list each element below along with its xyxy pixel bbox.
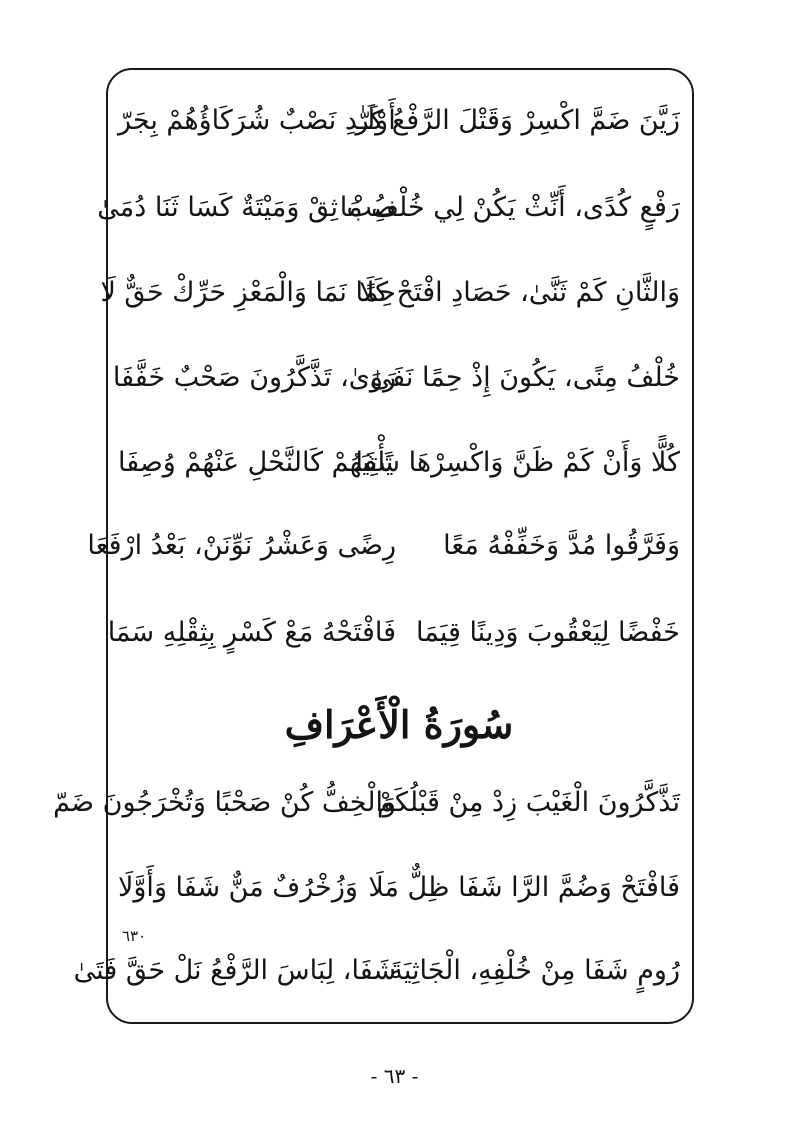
verse-line-6 [87, 518, 680, 574]
verse-7-first-hemistich: خَفْضًا لِيَعْقُوبَ وَدِينًا قِيَمَا [415, 617, 680, 648]
verse-5-first-hemistich: كُلًّا وَأَنْ كَمْ ظَنَّ وَاكْسِرْهَا شَفَا [355, 447, 680, 478]
verse-5-second-hemistich: يَأْتِيَهُمْ كَالنَّحْلِ عَنْهُمْ وُصِفَا [118, 447, 394, 478]
verse-4-first-hemistich: خُلْفُ مِنًى، يَكُونَ إِذْ حِمًا نَفَىٰ [369, 362, 680, 393]
verse-3-first-hemistich: وَالثَّانِ كَمْ ثَنَّىٰ، حَصَادِ افْتَحْ كَلَا [359, 277, 680, 308]
verse-line-5 [118, 435, 680, 491]
surah-title: سُورَةُ الْأَعْرَافِ [284, 702, 514, 747]
verse-2-first-hemistich: رَفْعٍ كُدًى، أَنِّثْ يَكُنْ لِي خُلْفُ مَا [339, 192, 680, 223]
verse-line-3 [100, 265, 680, 321]
verse-line-9 [118, 860, 680, 916]
verse-9-first-hemistich: فَافْتَحْ وَضُمَّ الرَّا شَفَا ظِلٌّ مَلَا [368, 872, 680, 903]
verse-1-first-hemistich: زَيَّنَ ضَمَّ اكْسِرْ وَقَتْلَ الرَّفْعُ كَرّ [355, 105, 680, 136]
verse-7-second-hemistich: فَافْتَحْهُ مَعْ كَسْرٍ بِثِقْلِهِ سَمَا [107, 617, 396, 648]
verse-8-second-hemistich: وَالْخِفُّ كُنْ صَحْبًا وَتُخْرَجُونَ ضَمّ [53, 787, 396, 818]
verse-line-2 [97, 180, 680, 236]
verse-9-second-hemistich: وَزُخْرُفٌ مَنٌّ شَفَا وَأَوَّلَا [118, 872, 358, 903]
verse-1-second-hemistich: أَوْلَـٰدِ نَصْبٌ شُرَكَاؤُهُمْ بِجَرّ [118, 105, 396, 136]
verse-line-8 [53, 775, 680, 831]
verse-8-first-hemistich: تَذَّكَّرُونَ الْغَيْبَ زِدْ مِنْ قَبْلُكَمْ [377, 787, 680, 818]
verse-10-first-hemistich: رُومٍ شَفَا مِنْ خُلْفِهِ، الْجَاثِيَةَ [389, 955, 680, 986]
verse-2-second-hemistich: صِبْ ثِقْ وَمَيْتَةٌ كَسَا ثَنَا دُمَىٰ [97, 192, 396, 223]
verse-line-7 [107, 605, 680, 661]
verse-3-second-hemistich: حِمًا نَمَا وَالْمَعْزِ حَرِّكْ حَقٌّ لَا [100, 277, 396, 308]
verse-line-10 [73, 943, 680, 999]
verse-4-second-hemistich: رَوَىٰ، تَذَّكَّرُونَ صَحْبٌ خَفَّفَا [112, 362, 396, 393]
verse-6-second-hemistich: رِضًى وَعَشْرُ نَوِّنَنْ، بَعْدُ ارْفَعَا [87, 530, 396, 561]
verse-10-second-hemistich: شَفَا، لِبَاسَ الرَّفْعُ نَلْ حَقَّ فَتَىٰ [73, 955, 396, 986]
verse-6-first-hemistich: وَفَرَّقُوا مُدَّ وَخَفِّفْهُ مَعًا [443, 530, 680, 561]
verse-number: ٦٣٠ [122, 927, 147, 945]
page-number: - ٦٣ - [370, 1064, 419, 1088]
verse-line-1 [118, 93, 680, 149]
verse-line-4 [112, 350, 680, 406]
